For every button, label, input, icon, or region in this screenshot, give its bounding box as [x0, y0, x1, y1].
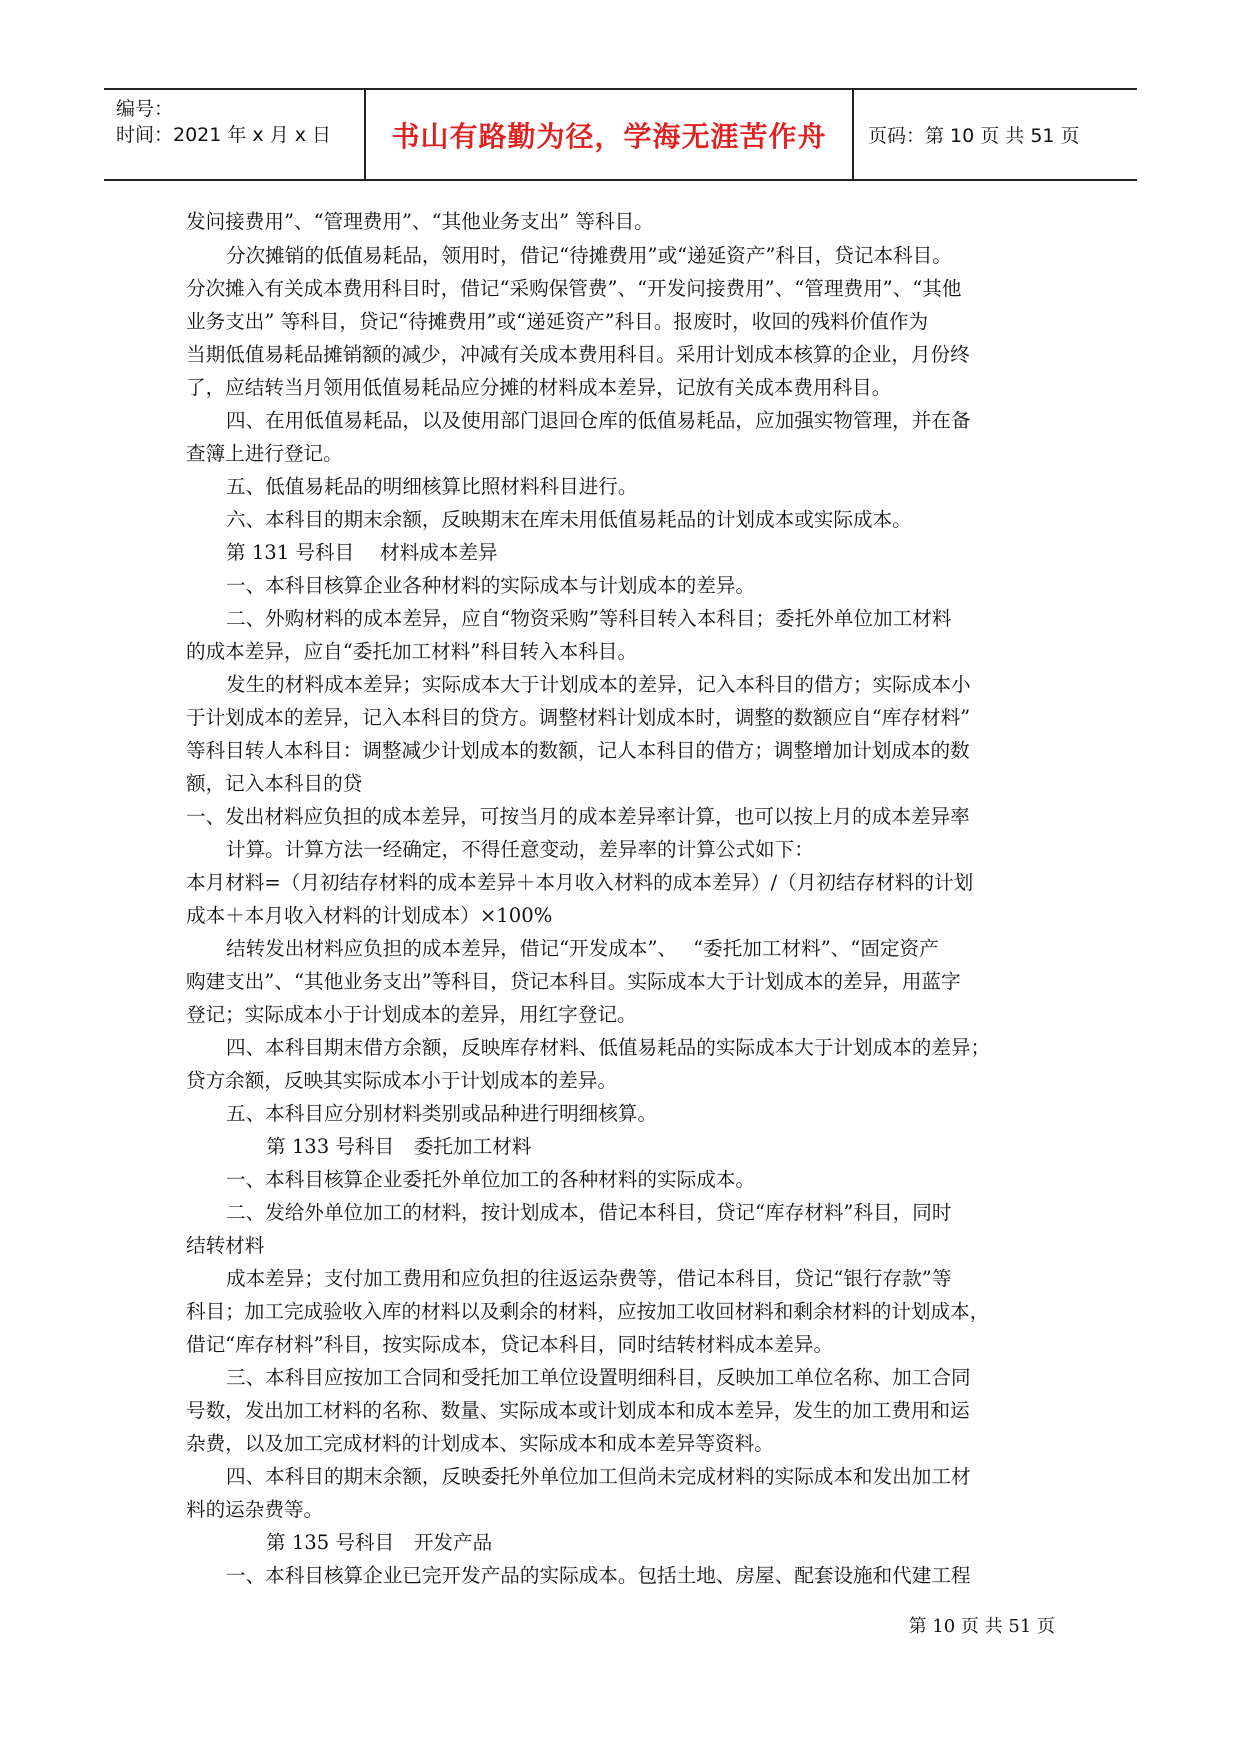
- page-number-label: 页码：第 10 页 共 51 页: [868, 125, 1080, 147]
- header-page-cell: [854, 90, 1137, 179]
- text-line: 成本差异；支付加工费用和应负担的往返运杂费等，借记本科目，贷记“银行存款”等: [226, 1267, 952, 1290]
- text-line: 二、发给外单位加工的材料，按计划成本，借记本科目，贷记“库存材料”科目，同时: [226, 1201, 952, 1224]
- header-left-cell: [104, 90, 366, 179]
- text-line: 一、本科目核算企业各种材料的实际成本与计划成本的差异。: [226, 574, 756, 597]
- text-line: 六、本科目的期末余额，反映期末在库未用低值易耗品的计划成本或实际成本。: [226, 508, 912, 531]
- section-heading: 第 135 号科目 开发产品: [266, 1531, 493, 1554]
- text-line: 计算。计算方法一经确定，不得任意变动，差异率的计算公式如下：: [226, 838, 814, 861]
- text-line: 一、发出材料应负担的成本差异，可按当月的成本差异率计算，也可以按上月的成本差异率: [186, 805, 970, 828]
- text-line: 结转材料: [186, 1234, 265, 1257]
- text-line: 发问接费用”、“管理费用”、“其他业务支出” 等科目。: [186, 210, 654, 233]
- text-line: 科目；加工完成验收入库的材料以及剩余的材料，应按加工收回材料和剩余材料的计划成本，: [186, 1300, 990, 1323]
- text-line: 当期低值易耗品摊销额的减少，冲减有关成本费用科目。采用计划成本核算的企业，月份终: [186, 343, 970, 366]
- text-line: 的成本差异，应自“委托加工材料”科目转入本科目。: [186, 640, 638, 663]
- text-line: 一、本科目核算企业委托外单位加工的各种材料的实际成本。: [226, 1168, 756, 1191]
- page-header: [104, 88, 1137, 181]
- section-heading: 第 131 号科目 材料成本差异: [226, 541, 498, 564]
- text-line: 购建支出”、“其他业务支出”等科目，贷记本科目。实际成本大于计划成本的差异，用蓝字: [186, 970, 961, 993]
- text-line: 号数，发出加工材料的名称、数量、实际成本或计划成本和成本差异，发生的加工费用和运: [186, 1399, 970, 1422]
- text-line: 借记“库存材料”科目，按实际成本，贷记本科目，同时结转材料成本差异。: [186, 1333, 834, 1356]
- text-line: 于计划成本的差异，记入本科目的贷方。调整材料计划成本时，调整的数额应自“库存材料”: [186, 706, 971, 729]
- text-line: 发生的材料成本差异；实际成本大于计划成本的差异，记入本科目的借方；实际成本小: [226, 673, 971, 696]
- text-line: 四、本科目的期末余额，反映委托外单位加工但尚未完成材料的实际成本和发出加工材: [226, 1465, 971, 1488]
- text-line: 杂费，以及加工完成材料的计划成本、实际成本和成本差异等资料。: [186, 1432, 774, 1455]
- text-line: 料的运杂费等。: [186, 1498, 324, 1521]
- text-line: 额，记入本科目的贷: [186, 772, 363, 795]
- text-line: 二、外购材料的成本差异，应自“物资采购”等科目转入本科目；委托外单位加工材料: [226, 607, 952, 630]
- text-line: 五、低值易耗品的明细核算比照材料科目进行。: [226, 475, 638, 498]
- text-line: 登记；实际成本小于计划成本的差异，用红字登记。: [186, 1003, 637, 1026]
- text-line: 贷方余额，反映其实际成本小于计划成本的差异。: [186, 1069, 618, 1092]
- text-line: 查簿上进行登记。: [186, 442, 343, 465]
- text-line: 了，应结转当月领用低值易耗品应分摊的材料成本差异，记放有关成本费用科目。: [186, 376, 892, 399]
- text-line: 三、本科目应按加工合同和受托加工单位设置明细科目，反映加工单位名称、加工合同: [226, 1366, 971, 1389]
- text-line: 等科目转人本科目：调整减少计划成本的数额，记人本科目的借方；调整增加计划成本的数: [186, 739, 970, 762]
- formula-line: 本月材料=（月初结存材料的成本差异＋本月收入材料的成本差异）/（月初结存材料的计划: [186, 871, 974, 894]
- header-motto-cell: [366, 90, 854, 179]
- text-line: 分次摊销的低值易耗品，领用时，借记“待摊费用”或“递延资产”科目，贷记本科目。: [226, 244, 952, 267]
- document-number-label: 编号：: [116, 98, 174, 120]
- document-time-label: 时间：2021 年 x 月 x 日: [116, 124, 332, 146]
- text-line: 四、本科目期末借方余额，反映库存材料、低值易耗品的实际成本大于计划成本的差异；: [226, 1036, 991, 1059]
- text-line: 分次摊入有关成本费用科目时，借记“采购保管费”、“开发问接费用”、“管理费用”、“其他: [186, 277, 962, 300]
- text-line: 五、本科目应分别材料类别或品种进行明细核算。: [226, 1102, 658, 1125]
- formula-line: 成本＋本月收入材料的计划成本）×100%: [186, 904, 553, 927]
- text-line: 结转发出材料应负担的成本差异，借记“开发成本”、 “委托加工材料”、“固定资产: [226, 937, 939, 960]
- page-footer: 第 10 页 共 51 页: [908, 1616, 1055, 1637]
- text-line: 四、在用低值易耗品，以及使用部门退回仓库的低值易耗品，应加强实物管理，并在备: [226, 409, 971, 432]
- text-line: 业务支出” 等科目，贷记“待摊费用”或“递延资产”科目。报废时，收回的残料价值作为: [186, 310, 929, 333]
- text-line: 一、本科目核算企业已完开发产品的实际成本。包括土地、房屋、配套设施和代建工程: [226, 1564, 971, 1587]
- motto-text: 书山有路勤为径，学海无涯苦作舟: [391, 119, 827, 153]
- section-heading: 第 133 号科目 委托加工材料: [266, 1135, 532, 1158]
